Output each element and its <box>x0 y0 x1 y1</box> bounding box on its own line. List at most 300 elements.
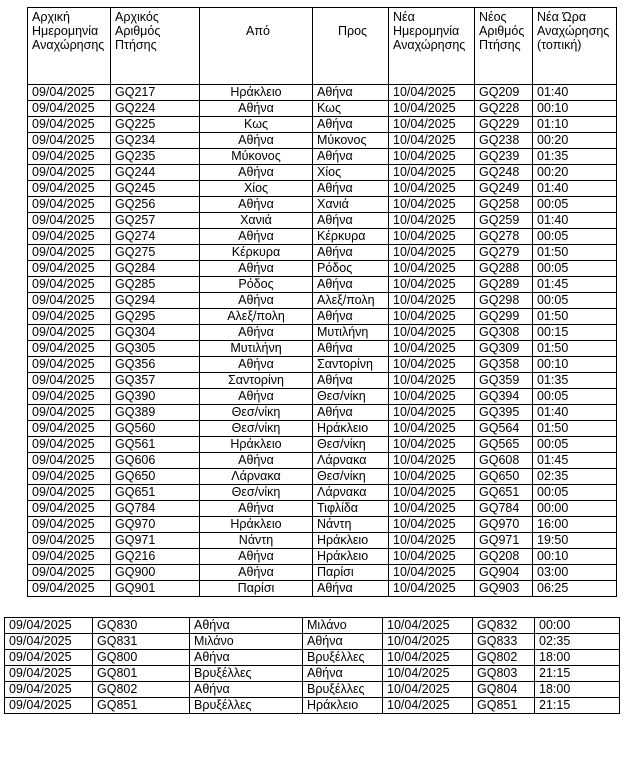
cell-original-date: 09/04/2025 <box>28 277 111 293</box>
cell-original-flight: GQ257 <box>111 213 200 229</box>
cell-new-date: 10/04/2025 <box>383 666 473 682</box>
cell-new-time: 00:05 <box>533 261 617 277</box>
table-row <box>28 197 617 213</box>
cell-original-date: 09/04/2025 <box>5 698 93 714</box>
cell-new-date: 10/04/2025 <box>383 698 473 714</box>
cell-original-flight: GQ225 <box>111 117 200 133</box>
cell-original-flight: GQ284 <box>111 261 200 277</box>
cell-new-time: 01:50 <box>533 341 617 357</box>
cell-to: Αθήνα <box>313 581 389 597</box>
cell-new-date: 10/04/2025 <box>389 101 475 117</box>
cell-original-flight: GQ560 <box>111 421 200 437</box>
cell-new-date: 10/04/2025 <box>389 309 475 325</box>
cell-to: Ηράκλειο <box>313 421 389 437</box>
cell-to: Κως <box>313 101 389 117</box>
cell-to: Αθήνα <box>313 341 389 357</box>
cell-new-flight: GQ802 <box>473 650 535 666</box>
cell-from: Παρίσι <box>200 581 313 597</box>
cell-from: Αθήνα <box>200 325 313 341</box>
cell-original-flight: GQ295 <box>111 309 200 325</box>
cell-to: Αθήνα <box>313 309 389 325</box>
cell-new-time: 01:50 <box>533 245 617 261</box>
cell-to: Ηράκλειο <box>313 549 389 565</box>
cell-new-flight: GQ298 <box>475 293 533 309</box>
cell-new-time: 00:20 <box>533 165 617 181</box>
cell-new-date: 10/04/2025 <box>383 634 473 650</box>
cell-new-date: 10/04/2025 <box>389 485 475 501</box>
cell-to: Νάντη <box>313 517 389 533</box>
cell-from: Βρυξέλλες <box>190 666 303 682</box>
cell-to: Ηράκλειο <box>313 533 389 549</box>
cell-original-date: 09/04/2025 <box>28 101 111 117</box>
cell-original-flight: GQ234 <box>111 133 200 149</box>
cell-original-flight: GQ901 <box>111 581 200 597</box>
cell-new-date: 10/04/2025 <box>389 453 475 469</box>
header-new-date: Νέα Ημερομηνία Αναχώρησης <box>389 8 475 85</box>
cell-original-flight: GQ784 <box>111 501 200 517</box>
cell-to: Θεσ/νίκη <box>313 437 389 453</box>
cell-original-flight: GQ971 <box>111 533 200 549</box>
cell-new-flight: GQ299 <box>475 309 533 325</box>
cell-from: Κέρκυρα <box>200 245 313 261</box>
cell-new-flight: GQ359 <box>475 373 533 389</box>
cell-from: Αθήνα <box>200 549 313 565</box>
cell-from: Αθήνα <box>200 389 313 405</box>
cell-new-time: 01:45 <box>533 277 617 293</box>
cell-new-flight: GQ238 <box>475 133 533 149</box>
cell-new-date: 10/04/2025 <box>389 165 475 181</box>
cell-original-flight: GQ801 <box>93 666 190 682</box>
cell-new-time: 01:50 <box>533 309 617 325</box>
cell-new-date: 10/04/2025 <box>389 197 475 213</box>
table-row <box>28 437 617 453</box>
cell-original-flight: GQ650 <box>111 469 200 485</box>
cell-original-flight: GQ245 <box>111 181 200 197</box>
cell-new-time: 06:25 <box>533 581 617 597</box>
table-row <box>28 165 617 181</box>
cell-new-time: 01:40 <box>533 181 617 197</box>
cell-original-date: 09/04/2025 <box>28 117 111 133</box>
cell-new-time: 00:05 <box>533 485 617 501</box>
cell-original-date: 09/04/2025 <box>28 517 111 533</box>
cell-new-date: 10/04/2025 <box>389 549 475 565</box>
cell-new-flight: GQ803 <box>473 666 535 682</box>
cell-new-flight: GQ903 <box>475 581 533 597</box>
cell-new-date: 10/04/2025 <box>389 469 475 485</box>
cell-from: Μιλάνο <box>190 634 303 650</box>
cell-from: Χανιά <box>200 213 313 229</box>
cell-original-flight: GQ800 <box>93 650 190 666</box>
cell-new-date: 10/04/2025 <box>383 650 473 666</box>
cell-original-date: 09/04/2025 <box>5 634 93 650</box>
cell-new-flight: GQ394 <box>475 389 533 405</box>
cell-new-time: 19:50 <box>533 533 617 549</box>
cell-original-date: 09/04/2025 <box>28 373 111 389</box>
cell-original-date: 09/04/2025 <box>28 405 111 421</box>
cell-original-date: 09/04/2025 <box>28 453 111 469</box>
table-row <box>28 373 617 389</box>
cell-from: Βρυξέλλες <box>190 698 303 714</box>
cell-original-date: 09/04/2025 <box>5 666 93 682</box>
cell-new-flight: GQ564 <box>475 421 533 437</box>
cell-from: Ηράκλειο <box>200 437 313 453</box>
cell-original-flight: GQ900 <box>111 565 200 581</box>
header-from: Από <box>200 8 313 85</box>
cell-from: Μυτιλήνη <box>200 341 313 357</box>
table-row <box>28 341 617 357</box>
table-row <box>28 485 617 501</box>
cell-new-date: 10/04/2025 <box>389 341 475 357</box>
cell-new-date: 10/04/2025 <box>389 501 475 517</box>
cell-to: Σαντορίνη <box>313 357 389 373</box>
table-row <box>28 229 617 245</box>
cell-original-date: 09/04/2025 <box>28 501 111 517</box>
cell-new-flight: GQ565 <box>475 437 533 453</box>
cell-new-date: 10/04/2025 <box>389 357 475 373</box>
cell-to: Αθήνα <box>313 213 389 229</box>
cell-to: Αθήνα <box>313 85 389 101</box>
cell-new-time: 00:05 <box>533 197 617 213</box>
cell-new-flight: GQ248 <box>475 165 533 181</box>
cell-original-flight: GQ274 <box>111 229 200 245</box>
table-row <box>28 581 617 597</box>
cell-original-flight: GQ256 <box>111 197 200 213</box>
cell-original-date: 09/04/2025 <box>5 650 93 666</box>
cell-new-date: 10/04/2025 <box>383 618 473 634</box>
flight-changes-body-continued <box>5 618 620 714</box>
cell-new-date: 10/04/2025 <box>389 565 475 581</box>
cell-original-date: 09/04/2025 <box>5 618 93 634</box>
cell-from: Αθήνα <box>190 650 303 666</box>
cell-to: Βρυξέλλες <box>303 682 383 698</box>
table-row <box>5 618 620 634</box>
cell-to: Αθήνα <box>313 405 389 421</box>
cell-original-date: 09/04/2025 <box>28 325 111 341</box>
cell-original-date: 09/04/2025 <box>28 85 111 101</box>
cell-new-flight: GQ395 <box>475 405 533 421</box>
cell-original-flight: GQ606 <box>111 453 200 469</box>
cell-from: Νάντη <box>200 533 313 549</box>
cell-new-time: 01:35 <box>533 373 617 389</box>
cell-to: Αθήνα <box>313 277 389 293</box>
flight-changes-table <box>27 7 617 597</box>
cell-from: Ηράκλειο <box>200 517 313 533</box>
cell-new-date: 10/04/2025 <box>389 277 475 293</box>
cell-original-date: 09/04/2025 <box>28 165 111 181</box>
cell-from: Μύκονος <box>200 149 313 165</box>
table-row <box>28 245 617 261</box>
cell-new-flight: GQ832 <box>473 618 535 634</box>
table-row <box>5 634 620 650</box>
table-row <box>28 517 617 533</box>
cell-from: Θεσ/νίκη <box>200 421 313 437</box>
cell-new-flight: GQ608 <box>475 453 533 469</box>
cell-new-flight: GQ971 <box>475 533 533 549</box>
cell-original-flight: GQ235 <box>111 149 200 165</box>
table-row <box>28 405 617 421</box>
cell-original-date: 09/04/2025 <box>28 245 111 261</box>
cell-new-time: 00:05 <box>533 229 617 245</box>
cell-new-date: 10/04/2025 <box>389 149 475 165</box>
cell-original-flight: GQ389 <box>111 405 200 421</box>
cell-new-flight: GQ208 <box>475 549 533 565</box>
cell-new-flight: GQ970 <box>475 517 533 533</box>
cell-new-time: 21:15 <box>535 666 620 682</box>
cell-new-time: 00:05 <box>533 437 617 453</box>
cell-new-time: 01:40 <box>533 213 617 229</box>
cell-new-flight: GQ308 <box>475 325 533 341</box>
cell-from: Αθήνα <box>200 229 313 245</box>
cell-original-flight: GQ305 <box>111 341 200 357</box>
cell-to: Βρυξέλλες <box>303 650 383 666</box>
cell-original-date: 09/04/2025 <box>28 309 111 325</box>
cell-new-time: 00:05 <box>533 389 617 405</box>
cell-new-date: 10/04/2025 <box>389 405 475 421</box>
header-original-date: Αρχική Ημερομηνία Αναχώρησης <box>28 8 111 85</box>
cell-new-time: 00:10 <box>533 357 617 373</box>
cell-new-flight: GQ229 <box>475 117 533 133</box>
cell-from: Θεσ/νίκη <box>200 485 313 501</box>
cell-original-date: 09/04/2025 <box>28 181 111 197</box>
cell-to: Αθήνα <box>303 666 383 682</box>
cell-new-flight: GQ279 <box>475 245 533 261</box>
cell-new-date: 10/04/2025 <box>383 682 473 698</box>
cell-from: Ρόδος <box>200 277 313 293</box>
cell-new-date: 10/04/2025 <box>389 293 475 309</box>
table-row <box>28 389 617 405</box>
cell-original-flight: GQ390 <box>111 389 200 405</box>
cell-original-flight: GQ217 <box>111 85 200 101</box>
cell-new-time: 00:05 <box>533 293 617 309</box>
cell-new-date: 10/04/2025 <box>389 581 475 597</box>
cell-original-flight: GQ294 <box>111 293 200 309</box>
cell-new-date: 10/04/2025 <box>389 245 475 261</box>
cell-original-flight: GQ216 <box>111 549 200 565</box>
header-new-flight: Νέος Αριθμός Πτήσης <box>475 8 533 85</box>
cell-original-flight: GQ285 <box>111 277 200 293</box>
cell-new-date: 10/04/2025 <box>389 373 475 389</box>
header-original-flight: Αρχικός Αριθμός Πτήσης <box>111 8 200 85</box>
cell-original-flight: GQ357 <box>111 373 200 389</box>
cell-new-date: 10/04/2025 <box>389 229 475 245</box>
cell-original-date: 09/04/2025 <box>28 437 111 453</box>
cell-new-time: 03:00 <box>533 565 617 581</box>
cell-new-date: 10/04/2025 <box>389 421 475 437</box>
table-row <box>28 533 617 549</box>
cell-new-time: 16:00 <box>533 517 617 533</box>
cell-from: Αθήνα <box>200 501 313 517</box>
table-row <box>28 421 617 437</box>
cell-original-date: 09/04/2025 <box>28 357 111 373</box>
flight-changes-body <box>28 85 617 597</box>
cell-original-flight: GQ970 <box>111 517 200 533</box>
table-row <box>28 261 617 277</box>
cell-original-date: 09/04/2025 <box>28 149 111 165</box>
cell-original-date: 09/04/2025 <box>28 549 111 565</box>
cell-new-flight: GQ651 <box>475 485 533 501</box>
cell-to: Τιφλίδα <box>313 501 389 517</box>
cell-original-flight: GQ802 <box>93 682 190 698</box>
cell-original-flight: GQ851 <box>93 698 190 714</box>
cell-from: Αθήνα <box>200 133 313 149</box>
table-row <box>28 325 617 341</box>
table-row <box>28 293 617 309</box>
cell-from: Χίος <box>200 181 313 197</box>
cell-new-date: 10/04/2025 <box>389 213 475 229</box>
cell-new-time: 02:35 <box>535 634 620 650</box>
cell-new-date: 10/04/2025 <box>389 85 475 101</box>
cell-new-time: 00:20 <box>533 133 617 149</box>
cell-to: Μυτιλήνη <box>313 325 389 341</box>
cell-to: Ηράκλειο <box>303 698 383 714</box>
cell-new-time: 00:00 <box>535 618 620 634</box>
cell-to: Θεσ/νίκη <box>313 469 389 485</box>
cell-original-date: 09/04/2025 <box>28 421 111 437</box>
table-row <box>28 549 617 565</box>
cell-from: Αθήνα <box>200 357 313 373</box>
cell-new-date: 10/04/2025 <box>389 325 475 341</box>
cell-from: Ηράκλειο <box>200 85 313 101</box>
cell-new-flight: GQ278 <box>475 229 533 245</box>
cell-original-date: 09/04/2025 <box>28 293 111 309</box>
cell-new-flight: GQ209 <box>475 85 533 101</box>
cell-original-flight: GQ224 <box>111 101 200 117</box>
cell-to: Αθήνα <box>303 634 383 650</box>
cell-new-flight: GQ288 <box>475 261 533 277</box>
cell-new-time: 01:35 <box>533 149 617 165</box>
table-row <box>28 501 617 517</box>
table-row <box>28 453 617 469</box>
cell-from: Αθήνα <box>190 682 303 698</box>
cell-from: Αλεξ/πολη <box>200 309 313 325</box>
cell-original-flight: GQ304 <box>111 325 200 341</box>
cell-from: Αθήνα <box>200 293 313 309</box>
table-row <box>28 213 617 229</box>
cell-to: Αθήνα <box>313 149 389 165</box>
table-row <box>5 650 620 666</box>
cell-to: Λάρνακα <box>313 453 389 469</box>
cell-new-time: 02:35 <box>533 469 617 485</box>
cell-new-flight: GQ228 <box>475 101 533 117</box>
table-row <box>28 469 617 485</box>
cell-new-time: 00:10 <box>533 101 617 117</box>
cell-new-time: 00:15 <box>533 325 617 341</box>
cell-from: Αθήνα <box>200 453 313 469</box>
table-row <box>5 682 620 698</box>
cell-original-flight: GQ651 <box>111 485 200 501</box>
cell-new-date: 10/04/2025 <box>389 133 475 149</box>
cell-to: Ρόδος <box>313 261 389 277</box>
cell-original-date: 09/04/2025 <box>28 213 111 229</box>
flight-changes-table-continued <box>4 617 620 714</box>
cell-new-flight: GQ259 <box>475 213 533 229</box>
cell-new-date: 10/04/2025 <box>389 517 475 533</box>
cell-original-date: 09/04/2025 <box>28 197 111 213</box>
cell-to: Αθήνα <box>313 117 389 133</box>
cell-original-date: 09/04/2025 <box>28 485 111 501</box>
cell-new-flight: GQ258 <box>475 197 533 213</box>
cell-new-date: 10/04/2025 <box>389 389 475 405</box>
table-row <box>28 357 617 373</box>
table-row <box>28 565 617 581</box>
cell-original-date: 09/04/2025 <box>28 229 111 245</box>
cell-from: Αθήνα <box>200 565 313 581</box>
cell-new-date: 10/04/2025 <box>389 437 475 453</box>
cell-to: Κέρκυρα <box>313 229 389 245</box>
cell-new-time: 01:50 <box>533 421 617 437</box>
cell-new-date: 10/04/2025 <box>389 117 475 133</box>
cell-original-flight: GQ356 <box>111 357 200 373</box>
cell-original-flight: GQ561 <box>111 437 200 453</box>
cell-original-date: 09/04/2025 <box>28 389 111 405</box>
cell-from: Αθήνα <box>200 101 313 117</box>
cell-new-time: 00:00 <box>533 501 617 517</box>
table-header-row <box>28 8 617 85</box>
cell-original-date: 09/04/2025 <box>28 133 111 149</box>
cell-original-date: 09/04/2025 <box>5 682 93 698</box>
cell-new-flight: GQ904 <box>475 565 533 581</box>
cell-new-flight: GQ650 <box>475 469 533 485</box>
cell-new-flight: GQ309 <box>475 341 533 357</box>
cell-from: Αθήνα <box>200 165 313 181</box>
cell-to: Θεσ/νίκη <box>313 389 389 405</box>
table-row <box>28 133 617 149</box>
cell-to: Λάρνακα <box>313 485 389 501</box>
cell-to: Αθήνα <box>313 245 389 261</box>
cell-from: Αθήνα <box>190 618 303 634</box>
cell-original-flight: GQ244 <box>111 165 200 181</box>
cell-new-flight: GQ249 <box>475 181 533 197</box>
cell-new-date: 10/04/2025 <box>389 181 475 197</box>
cell-original-date: 09/04/2025 <box>28 533 111 549</box>
header-to: Προς <box>313 8 389 85</box>
cell-original-date: 09/04/2025 <box>28 261 111 277</box>
cell-new-flight: GQ784 <box>475 501 533 517</box>
cell-new-flight: GQ358 <box>475 357 533 373</box>
cell-from: Αθήνα <box>200 261 313 277</box>
cell-to: Χανιά <box>313 197 389 213</box>
table-row <box>5 698 620 714</box>
table-row <box>28 149 617 165</box>
cell-new-time: 01:10 <box>533 117 617 133</box>
cell-to: Αθήνα <box>313 181 389 197</box>
cell-from: Θεσ/νίκη <box>200 405 313 421</box>
table-row <box>28 309 617 325</box>
cell-original-date: 09/04/2025 <box>28 469 111 485</box>
cell-to: Αλεξ/πολη <box>313 293 389 309</box>
cell-original-date: 09/04/2025 <box>28 565 111 581</box>
cell-new-time: 21:15 <box>535 698 620 714</box>
cell-new-time: 18:00 <box>535 650 620 666</box>
cell-new-flight: GQ804 <box>473 682 535 698</box>
table-row <box>28 181 617 197</box>
cell-from: Σαντορίνη <box>200 373 313 389</box>
cell-new-time: 01:40 <box>533 405 617 421</box>
cell-to: Χίος <box>313 165 389 181</box>
cell-new-time: 01:40 <box>533 85 617 101</box>
cell-new-time: 00:10 <box>533 549 617 565</box>
cell-new-flight: GQ851 <box>473 698 535 714</box>
cell-from: Αθήνα <box>200 197 313 213</box>
cell-new-flight: GQ833 <box>473 634 535 650</box>
cell-to: Μύκονος <box>313 133 389 149</box>
cell-original-flight: GQ831 <box>93 634 190 650</box>
cell-new-flight: GQ289 <box>475 277 533 293</box>
cell-new-time: 18:00 <box>535 682 620 698</box>
table-row <box>28 117 617 133</box>
cell-to: Μιλάνο <box>303 618 383 634</box>
table-row <box>28 85 617 101</box>
